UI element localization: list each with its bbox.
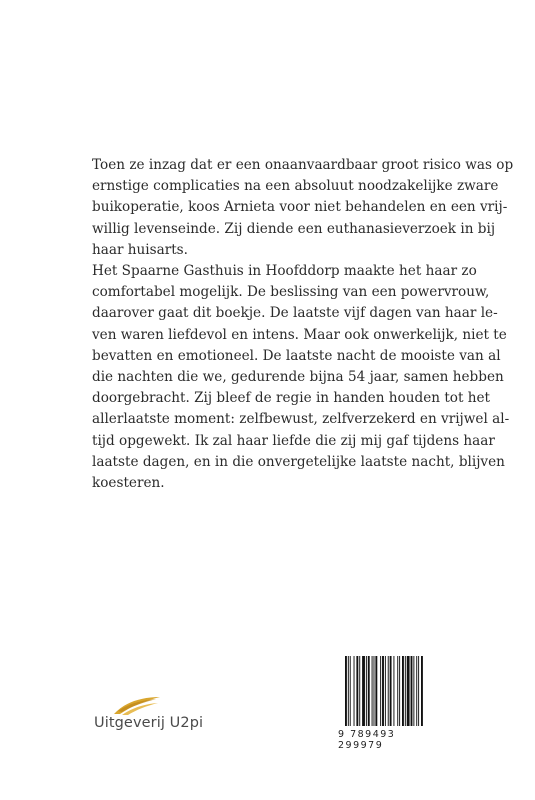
barcode-bar — [380, 656, 381, 726]
barcode-bar — [388, 656, 389, 726]
barcode-bar — [390, 656, 392, 726]
barcode-bar — [397, 656, 398, 726]
barcode-bar — [421, 656, 423, 726]
blurb-line: die nachten die we, gedurende bijna 54 jaar, samen hebben — [92, 369, 504, 386]
barcode-bar — [399, 656, 400, 726]
blurb-line: koesteren. — [92, 475, 165, 492]
barcode-bar — [418, 656, 419, 726]
barcode-bar — [348, 656, 349, 726]
blurb-line: laatste dagen, en in die onvergetelijke laatste nacht, blijven — [92, 453, 505, 470]
blurb-paragraph-2 — [92, 261, 510, 494]
barcode-bar — [416, 656, 417, 726]
blurb-line: daarover gaat dit boekje. De laatste vijf dagen van haar le- — [92, 305, 498, 322]
barcode-bar — [402, 656, 404, 726]
blurb-line: haar huisarts. — [92, 241, 188, 258]
publisher-logo — [94, 695, 244, 745]
blurb-line: comfortabel mogelijk. De beslissing van een powervrouw, — [92, 284, 490, 301]
blurb-line: bevatten en emotioneel. De laatste nacht de mooiste van al — [92, 347, 501, 364]
blurb-line: allerlaatste moment: zelfbewust, zelfverzekerd en vrijwel al- — [92, 411, 510, 428]
blurb-line: ven waren liefdevol en intens. Maar ook onwerkelijk, niet te — [92, 326, 507, 343]
barcode-bar — [372, 656, 373, 726]
blurb-line: Het Spaarne Gasthuis in Hoofddorp maakte het haar zo — [92, 263, 477, 280]
blurb-paragraph-1 — [92, 155, 514, 261]
barcode-bar — [366, 656, 367, 726]
back-cover-blurb — [92, 155, 514, 494]
barcode-bar — [368, 656, 370, 726]
barcode-bar — [405, 656, 406, 726]
blurb-line: tijd opgewekt. Ik zal haar liefde die zij mij gaf tijdens haar — [92, 432, 495, 449]
blurb-line: buikoperatie, koos Arnieta voor niet behandelen en een vrij- — [92, 199, 508, 216]
isbn-barcode — [338, 656, 438, 751]
barcode-bars — [345, 656, 433, 726]
isbn-number: 9 789493 299979 — [338, 729, 396, 751]
barcode-bar — [385, 656, 386, 726]
barcode-bar — [345, 656, 347, 726]
publisher-name: Uitgeverij U2pi — [94, 715, 204, 731]
barcode-bar — [374, 656, 375, 726]
blurb-line: ernstige complicaties na een absoluut noodzakelijke zware — [92, 178, 499, 195]
barcode-bar — [393, 656, 394, 726]
barcode-bar — [375, 656, 377, 726]
barcode-bar — [350, 656, 351, 726]
barcode-bar — [407, 656, 410, 726]
barcode-bar — [382, 656, 384, 726]
blurb-line: willig levenseinde. Zij diende een euthanasieverzoek in bij — [92, 220, 496, 237]
barcode-bar — [411, 656, 413, 726]
blurb-line: Toen ze inzag dat er een onaanvaardbaar groot risico was op — [92, 157, 514, 173]
barcode-bar — [356, 656, 358, 726]
barcode-bar — [413, 656, 414, 726]
golden-swoosh-icon — [112, 695, 162, 717]
blurb-line: doorgebracht. Zij bleef de regie in handen houden tot het — [92, 390, 491, 407]
barcode-bar — [359, 656, 360, 726]
barcode-bar — [354, 656, 355, 726]
barcode-bar — [362, 656, 365, 726]
